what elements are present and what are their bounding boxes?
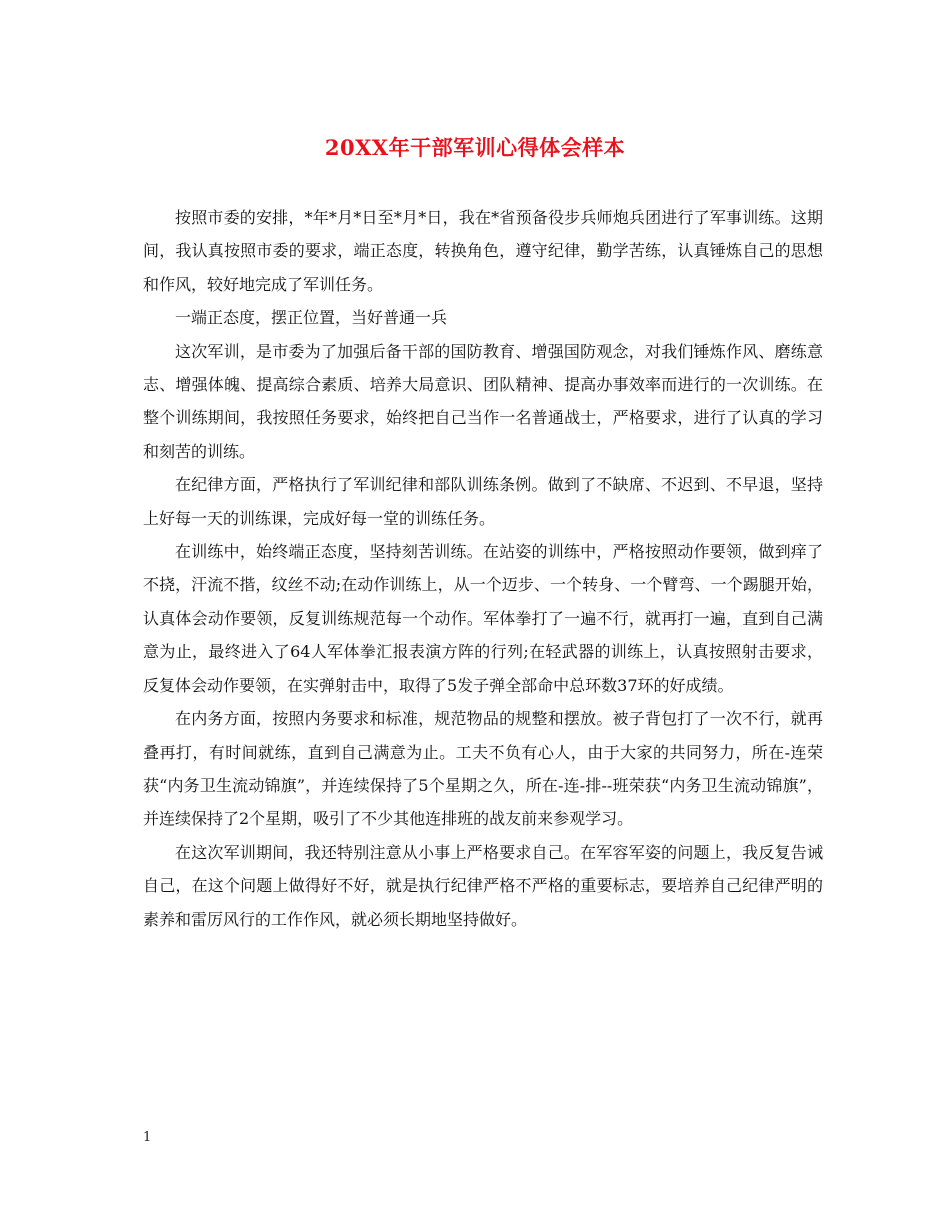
paragraph-housekeeping: 在内务方面，按照内务要求和标准，规范物品的规整和摆放。被子背包打了一次不行，就再叠再打，有时间就练，直到自己满意为止。工夫不负有心人，由于大家的共同努力，所在-连荣获“内务卫生流动锦旗”，并连续保持了5个星期之久，所在-连-排--班荣获“内务卫生流动锦旗”，并连续保持了2个星期，吸引了不少其他连排班的战友前来参观学习。 [143, 709, 823, 829]
paragraph-discipline: 在纪律方面，严格执行了军训纪律和部队训练条例。做到了不缺席、不迟到、不早退，坚持上好每一天的训练课，完成好每一堂的训练任务。 [143, 475, 823, 528]
document-title: 20XX年干部军训心得体会样本 [324, 135, 626, 160]
paragraph-purpose: 这次军训，是市委为了加强后备干部的国防教育、增强国防观念，对我们锤炼作风、磨练意志、增强体魄、提高综合素质、培养大局意识、团队精神、提高办事效率而进行的一次训练。在整个训练期间，我按照任务要求，始终把自己当作一名普通战士，严格要求，进行了认真的学习和刻苦的训练。 [143, 341, 823, 461]
document-body [143, 201, 823, 936]
paragraph-details: 在这次军训期间，我还特别注意从小事上严格要求自己。在军容军姿的问题上，我反复告诫自己，在这个问题上做得好不好，就是执行纪律严格不严格的重要标志，要培养自己纪律严明的素养和雷厉风行的工作作风，就必须长期地坚持做好。 [143, 842, 823, 929]
paragraph-training: 在训练中，始终端正态度，坚持刻苦训练。在站姿的训练中，严格按照动作要领，做到痒了不挠，汗流不揩，纹丝不动;在动作训练上，从一个迈步、一个转身、一个臂弯、一个踢腿开始，认真体会动作要领，反复训练规范每一个动作。军体拳打了一遍不行，就再打一遍，直到自己满意为止，最终进入了64人军体拳汇报表演方阵的行列;在轻武器的训练上，认真按照射击要求，反复体会动作要领，在实弹射击中，取得了5发子弹全部命中总环数37环的好成绩。 [143, 542, 823, 695]
page-number: 1 [143, 1130, 152, 1145]
paragraph-intro: 按照市委的安排，*年*月*日至*月*日，我在*省预备役步兵师炮兵团进行了军事训练。这期间，我认真按照市委的要求，端正态度，转换角色，遵守纪律，勤学苦练，认真锤炼自己的思想和作风，较好地完成了军训任务。 [143, 208, 823, 294]
paragraph-heading: 一端正态度，摆正位置，当好普通一兵 [175, 308, 448, 328]
